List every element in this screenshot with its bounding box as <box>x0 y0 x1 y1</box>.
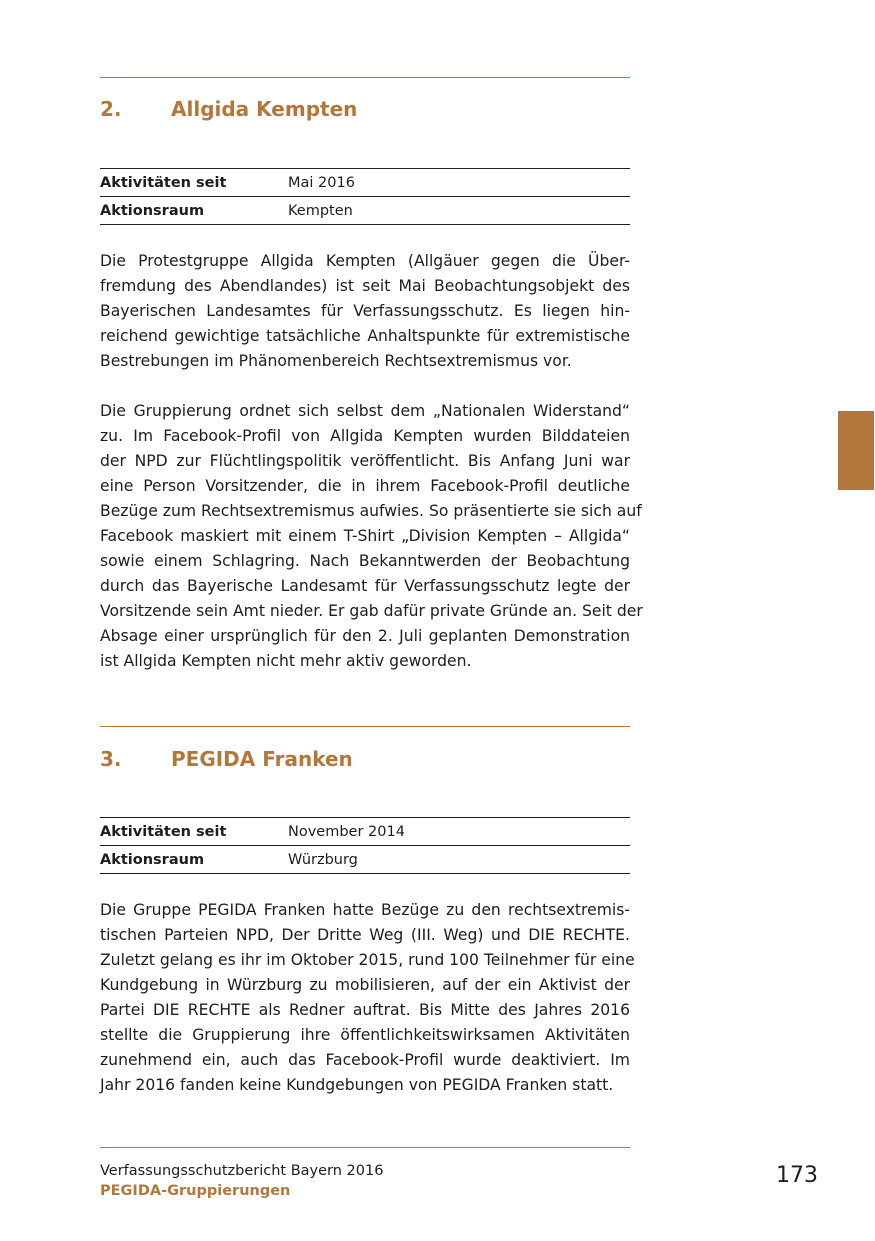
section-2-info-table <box>100 168 630 225</box>
footer-chapter-title: PEGIDA-Gruppierungen <box>100 1183 291 1199</box>
text-line: reichend gewichtige tatsächliche Anhaltspunkte für extremistische <box>100 327 630 345</box>
text-line: Kundgebung in Würzburg zu mobilisieren, auf der ein Aktivist der <box>100 976 630 994</box>
text-line: Bayerischen Landesamtes für Verfassungsschutz. Es liegen hin- <box>100 302 630 320</box>
section-3-title: PEGIDA Franken <box>171 747 353 771</box>
info-row-activities-since <box>100 169 630 197</box>
section-2-top-rule <box>100 77 630 78</box>
text-line: Bestrebungen im Phänomenbereich Rechtsextremismus vor. <box>100 352 572 370</box>
text-line: sowie einem Schlagring. Nach Bekanntwerden der Beobachtung <box>100 552 630 570</box>
section-3-top-rule <box>100 726 630 727</box>
text-line: Die Gruppierung ordnet sich selbst dem „Nationalen Widerstand“ <box>100 402 630 420</box>
text-line: ist Allgida Kempten nicht mehr aktiv geworden. <box>100 652 472 670</box>
section-2-paragraph-2 <box>100 399 643 674</box>
text-line: zunehmend ein, auch das Facebook-Profil wurde deaktiviert. Im <box>100 1051 630 1069</box>
info-value: Mai 2016 <box>288 174 355 191</box>
text-line: fremdung des Abendlandes) ist seit Mai Beobachtungsobjekt des <box>100 277 630 295</box>
section-3-paragraph-1 <box>100 898 635 1098</box>
info-row-activities-since <box>100 818 630 846</box>
text-line: Facebook maskiert mit einem T-Shirt „Division Kempten – Allgida“ <box>100 527 630 545</box>
section-3-number: 3. <box>100 747 122 771</box>
info-value: Kempten <box>288 202 353 219</box>
section-2-heading <box>100 97 630 121</box>
info-key: Aktivitäten seit <box>100 174 227 191</box>
text-line: Vorsitzende sein Amt nieder. Er gab dafür private Gründe an. Seit der <box>100 602 643 620</box>
section-3-heading <box>100 747 630 771</box>
info-row-action-area <box>100 846 630 874</box>
footer-rule <box>100 1147 630 1148</box>
text-line: eine Person Vorsitzender, die in ihrem Facebook-Profil deutliche <box>100 477 630 495</box>
section-3-info-table <box>100 817 630 874</box>
text-line: stellte die Gruppierung ihre öffentlichkeitswirksamen Aktivitäten <box>100 1026 630 1044</box>
section-2-paragraph-1 <box>100 249 630 374</box>
info-value: Würzburg <box>288 851 358 868</box>
text-line: Die Protestgruppe Allgida Kempten (Allgäuer gegen die Über- <box>100 252 630 270</box>
text-line: der NPD zur Flüchtlingspolitik veröffentlicht. Bis Anfang Juni war <box>100 452 630 470</box>
text-line: Die Gruppe PEGIDA Franken hatte Bezüge zu den rechtsextremis- <box>100 901 630 919</box>
page-number: 173 <box>776 1163 818 1188</box>
info-key: Aktionsraum <box>100 202 205 219</box>
text-line: Jahr 2016 fanden keine Kundgebungen von PEGIDA Franken statt. <box>100 1076 614 1094</box>
text-line: Bezüge zum Rechtsextremismus aufwies. So präsentierte sie sich auf <box>100 502 642 520</box>
info-key: Aktivitäten seit <box>100 823 227 840</box>
text-line: zu. Im Facebook-Profil von Allgida Kempten wurden Bilddateien <box>100 427 630 445</box>
chapter-tab-marker <box>838 411 874 490</box>
section-2-title: Allgida Kempten <box>171 97 358 121</box>
text-line: Absage einer ursprünglich für den 2. Juli geplanten Demonstration <box>100 627 630 645</box>
text-line: Zuletzt gelang es ihr im Oktober 2015, rund 100 Teilnehmer für eine <box>100 951 635 969</box>
text-line: tischen Parteien NPD, Der Dritte Weg (III. Weg) und DIE RECHTE. <box>100 926 630 944</box>
text-line: durch das Bayerische Landesamt für Verfassungsschutz legte der <box>100 577 630 595</box>
info-value: November 2014 <box>288 823 405 840</box>
info-row-action-area <box>100 197 630 225</box>
info-key: Aktionsraum <box>100 851 205 868</box>
section-2-number: 2. <box>100 97 122 121</box>
text-line: Partei DIE RECHTE als Redner auftrat. Bis Mitte des Jahres 2016 <box>100 1001 630 1019</box>
footer-report-title: Verfassungsschutzbericht Bayern 2016 <box>100 1163 384 1179</box>
